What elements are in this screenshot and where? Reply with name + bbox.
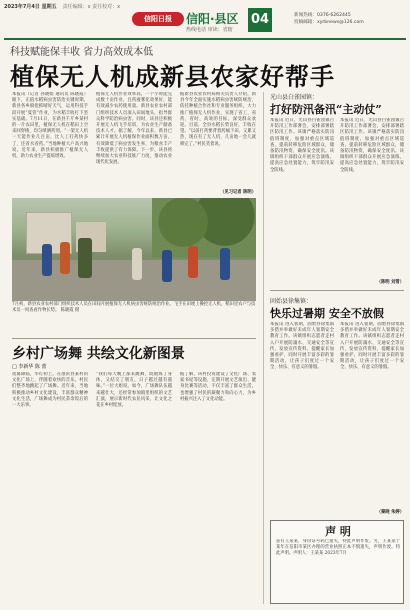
photo-person <box>78 238 92 278</box>
column-divider <box>263 92 264 604</box>
right-article-1-column-1: 本报讯 近日，光山县白雀园镇召开防汛工作部署会，安排部署辖区防汛工作。该镇严格落实防汛值班制度，加强对重点区域巡查，提前转移危险区域群众，储备防汛物资，确保安全度汛。该镇组织干部群众开展应急演练，提高应急处置能力，筑牢防汛安全防线。 <box>270 118 334 173</box>
statement-notice <box>270 520 404 604</box>
lead-photo <box>12 198 256 301</box>
bottom-article-column-3: 据了解，该村投资建设了文化广场、农家书屋等设施，定期开展文艺演出、健身比赛等活动，不仅丰富了群众生活，也增强了村民的凝聚力和向心力，为乡村振兴注入了文化动能。 <box>180 372 256 402</box>
right-article-2-headline: 快乐过暑期 安全不放假 <box>270 307 384 320</box>
photo-person <box>220 248 230 280</box>
lead-column-3: 据新县农业农村局相关负责人介绍，新县今年全面实施水稻病虫害统防统治，依托种植合作社和专业服务组织，大力推广植保无人机作业，实现了省工、省药、省时、高效的目标，深受群众欢迎。目前，全县水稻长势良好，丰收在望。“以前打药要背着药桶下田，又累又热，现在有了无人机，几亩地一会儿就喷完了。”村民笑着说。 <box>180 92 256 147</box>
bottom-article-headline: 乡村广场舞 共绘文化新图景 <box>12 346 185 362</box>
right-article-1-column-2: 本报讯 近日，光山县白雀园镇召开防汛工作部署会，安排部署辖区防汛工作。该镇严格落实防汛值班制度，加强对重点区域巡查，提前转移危险区域群众，储备防汛物资，确保安全度汛。该镇组织干部群众开展应急演练，提高应急处置能力，筑牢防汛安全防线。 <box>340 118 404 173</box>
section-rule <box>12 338 256 339</box>
photo-caption: 7月初，新县农业农村部门组织技术人员在田间开展植保无人机病虫害统防统治作业。飞手在田埂上操控无人机，稻田里农户与技术员一同查看作物长势。 陈晓霞 摄 <box>12 302 256 313</box>
right-article-2-kicker: 固始县徐集镇： <box>270 298 313 305</box>
photo-person <box>60 242 70 274</box>
right-article-1-kicker: 光山县白雀园镇： <box>270 94 319 101</box>
section-title: 信阳·县区 <box>186 12 239 26</box>
lead-kicker: 科技赋能保丰收 省力高效成本低 <box>10 47 154 58</box>
right-article-2-byline: （秦晓 朱婷） <box>376 510 404 515</box>
right-article-2-column-1: 本报讯 进入暑期，固始县徐集镇多措并举做好未成年人暑期安全教育工作。该镇组织志愿者走村入户开展防溺水、交通安全等宣传，发放宣传资料，提醒家长加强看护，同时开展丰富多彩的暑期活动，让孩子们度过一个安全、快乐、有意义的暑假。 <box>270 322 334 371</box>
newspaper-logo: 信阳日报 <box>132 12 184 26</box>
photo-person <box>42 244 52 276</box>
photo-person <box>188 246 198 278</box>
section-rule <box>270 290 404 291</box>
bottom-article-byline: □ 李新华 陈 蕾 <box>12 364 47 370</box>
date-line: 2023年7月4日 星期五 <box>4 4 57 10</box>
hotline-block <box>294 12 364 26</box>
right-article-1-headline: 打好防汛备汛“主动仗” <box>270 103 382 116</box>
photo-trees <box>152 198 256 258</box>
right-article-2-column-2: 本报讯 进入暑期，固始县徐集镇多措并举做好未成年人暑期安全教育工作。该镇组织志愿者走村入户开展防溺水、交通安全等宣传，发放宣传资料，提醒家长加强看护，同时开展丰富多彩的暑期活动，让孩子们度过一个安全、快乐、有意义的暑假。 <box>340 322 404 371</box>
editor-line: 责任编辑：x 责任校对：x <box>62 4 121 10</box>
submission-email: 投稿邮箱：xyrbnews@126.com <box>294 20 364 25</box>
masthead <box>4 10 406 40</box>
photo-person <box>162 250 172 282</box>
bottom-article-column-1: 夜幕降临，华灯初上。在淮滨县某村的文化广场上，伴随着欢快的音乐，村民们整齐地跳起了广场舞。近年来，当地积极推动乡村文化建设，丰富群众精神文化生活，广场舞成为村民茶余饭后的一大乐事。 <box>12 372 88 409</box>
photo-person <box>132 248 142 280</box>
section-subtitle: 热线电话 审读：省辖 <box>186 27 233 33</box>
bottom-article-column-2: “我们每天晚上都来跳舞，既锻炼了身体，又结交了朋友，日子越过越有滋味。”一位大姐说。如今，广场舞队伍越来越壮大，还经常参加镇里组织的文艺汇演，展示新时代农民风采，让文化之花在乡村绽放。 <box>96 372 172 409</box>
statement-title: 声 明 <box>325 525 351 538</box>
page-number: 04 <box>248 8 272 32</box>
news-hotline: 新闻热线：0376-6262445 <box>294 13 351 18</box>
lead-column-1: 本报讯（记者 孙晓娟 通讯员 陈晓霞）眼下，正值水稻病虫害防治关键时期，新县各乡镇抢抓晴好天气，运用科技手段开展“夏管”作业，为水稻丰收打下坚实基础。7月11日，在新县千斤乡某村的一片农田里，植保无人机在稻田上空来回穿梭，均匀喷洒药剂。“一架无人机一天能作业几百亩，比人工打药快多了，还省水省药。”当地种植大户高兴地说。近年来，新县积极推广植保无人机，助力农业生产提质增效。 <box>12 92 88 160</box>
lead-column-2: 植保无人机作业效率高，一个小时能完成数十亩作业，且药液雾化效果好，能有效减少农药使用量。新县农业农村部门组织技术人员深入田间地头，指导群众科学防治病虫害。同时，该县还积极开展无人机飞手培训，为农业生产储备技术人才。据了解，今年以来，新县已累计开展无人机植保作业面积数万亩，有效降低了病虫害发生率，为粮食丰产丰收提供了有力保障。下一步，该县将继续加大农业科技推广力度，推动农业现代化发展。 <box>96 92 172 166</box>
right-article-1-byline: （陈明 刘雪） <box>376 280 404 285</box>
statement-body: 兹有王某某，身份证号码已遗失，特此声明作废。另，王某某于某年在信阳市某区办理的营业执照正本不慎遗失，声明作废。特此声明。声明人：王某某 2023年7月 <box>276 539 400 557</box>
lead-headline: 植保无人机成新县农家好帮手 <box>10 62 335 91</box>
lead-byline: （见习记者 陈明） <box>220 190 256 195</box>
